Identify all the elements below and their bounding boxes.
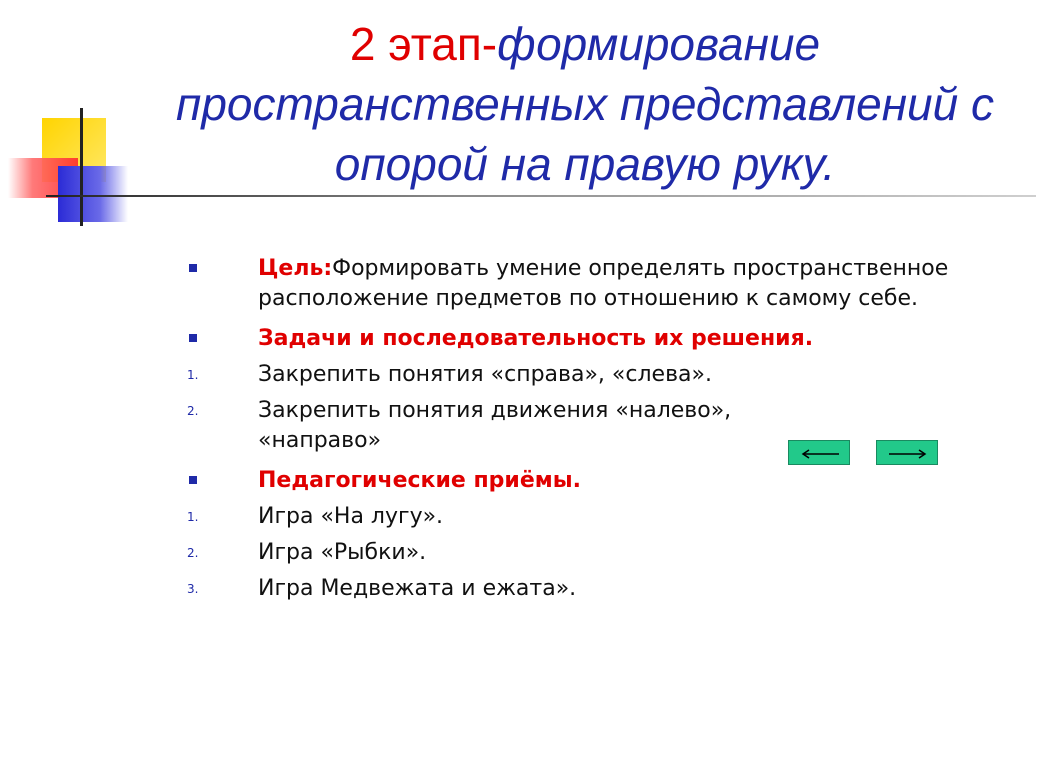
game-2-text: Игра «Рыбки». xyxy=(258,540,427,565)
title-text: формирование пространственных представлений с опорой на правую руку. xyxy=(176,18,994,190)
list-item-task-1 xyxy=(180,360,980,390)
list-item-tasks-heading xyxy=(180,324,980,354)
list-number: 2. xyxy=(187,546,199,560)
slide-content xyxy=(180,254,980,604)
list-number: 1. xyxy=(187,510,199,524)
game-1-text: Игра «На лугу». xyxy=(258,504,444,529)
goal-text xyxy=(258,254,980,314)
bullet-icon xyxy=(189,476,197,484)
decorative-blue-square xyxy=(58,166,128,222)
list-number: 1. xyxy=(187,368,199,382)
bullet-icon xyxy=(189,264,197,272)
goal-body: Формировать умение определять пространственное расположение предметов по отношению к самому себе. xyxy=(258,256,949,311)
list-item-goal xyxy=(180,254,980,314)
title-dash: - xyxy=(481,18,498,70)
arrow-left-button[interactable] xyxy=(788,440,850,465)
list-number: 2. xyxy=(187,404,199,418)
tasks-heading: Задачи и последовательность их решения. xyxy=(258,326,814,351)
task-2-text: Закрепить понятия движения «налево», «направо» xyxy=(258,398,732,453)
decorative-vertical-line xyxy=(80,108,83,226)
list-item-game-2 xyxy=(180,538,980,568)
task-1-text: Закрепить понятия «справа», «слева». xyxy=(258,362,712,387)
list-item-methods-heading xyxy=(180,466,980,496)
decorative-horizontal-line xyxy=(46,195,1036,197)
list-number: 3. xyxy=(187,582,199,596)
goal-label: Цель: xyxy=(258,256,333,281)
list-item-game-3 xyxy=(180,574,980,604)
list-item-task-2 xyxy=(180,396,980,456)
title-stage: 2 этап xyxy=(349,18,482,70)
list-item-game-1 xyxy=(180,502,980,532)
slide-title xyxy=(140,14,1030,194)
arrow-right-button[interactable] xyxy=(876,440,938,465)
bullet-icon xyxy=(189,334,197,342)
game-3-text: Игра Медвежата и ежата». xyxy=(258,576,577,601)
arrow-right-icon xyxy=(877,441,939,466)
arrow-left-icon xyxy=(789,441,851,466)
methods-heading: Педагогические приёмы. xyxy=(258,468,581,493)
